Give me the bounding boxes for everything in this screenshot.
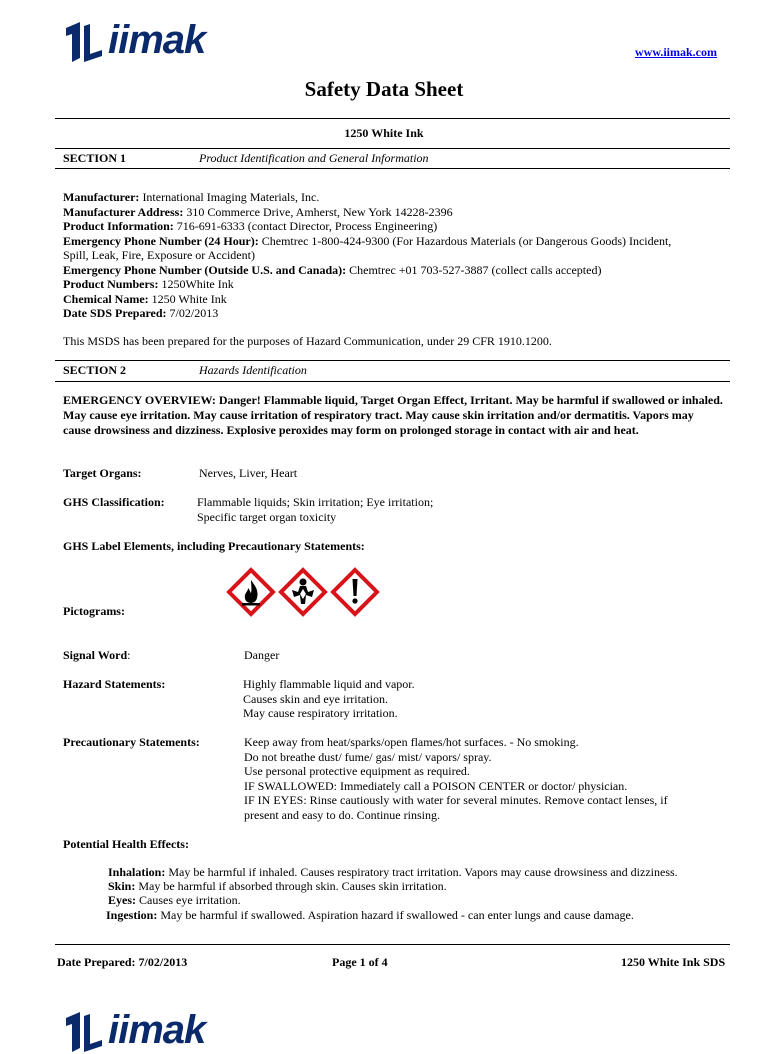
signal-word-value: Danger — [244, 648, 280, 662]
field-emergency-phone-24h-cont: Spill, Leak, Fire, Exposure or Accident) — [63, 248, 255, 262]
precautionary-statements-list — [244, 735, 668, 822]
emergency-overview: EMERGENCY OVERVIEW: Danger! Flammable liquid, Target Organ Effect, Irritant. May be harmful if swallowed or inhaled. May cause eye irritation. May cause irritation of respiratory tract. May cause skin irritation and/or dermatitis. Vapors may cause drowsiness and dizziness. Explosive peroxides may form on prolonged storage in contact with air and heat. — [63, 393, 723, 437]
divider — [55, 118, 730, 119]
footer-page-number: Page 1 of 4 — [332, 955, 388, 969]
precautionary-statement: Do not breathe dust/ fume/ gas/ mist/ vapors/ spray. — [244, 749, 492, 764]
flame-pictogram-icon — [227, 568, 275, 616]
precautionary-statement: Keep away from heat/sparks/open flames/hot surfaces. - No smoking. — [244, 735, 579, 749]
next-page-logo — [62, 1008, 222, 1052]
document-title: Safety Data Sheet — [304, 77, 464, 101]
section2-title: Hazards Identification — [199, 363, 307, 377]
hazard-statements-label: Hazard Statements: — [63, 677, 166, 691]
field-product-numbers: Product Numbers: 1250White Ink — [63, 277, 234, 291]
ghs-classification-value: Flammable liquids; Skin irritation; Eye irritation; — [197, 495, 434, 509]
divider — [55, 381, 730, 382]
precautionary-statement: IF SWALLOWED: Immediately call a POISON CENTER or doctor/ physician. — [244, 778, 628, 793]
logo-text: iimak — [108, 1008, 206, 1052]
field-manufacturer-address: Manufacturer Address: 310 Commerce Drive, Amherst, New York 14228-2396 — [63, 204, 453, 219]
field-emergency-phone-intl: Emergency Phone Number (Outside U.S. and Canada): Chemtrec +01 703-527-3887 (collect calls accepted) — [63, 262, 602, 277]
footer-date-prepared: Date Prepared: 7/02/2013 — [57, 955, 188, 969]
health-hazard-pictogram-icon — [279, 568, 327, 616]
ghs-classification-label: GHS Classification: — [63, 495, 165, 509]
target-organs-label: Target Organs: — [63, 466, 142, 480]
divider — [55, 360, 730, 361]
hazard-statement: Highly flammable liquid and vapor. — [243, 677, 415, 691]
section1-title: Product Identification and General Information — [199, 151, 429, 165]
health-effect-ingestion: Ingestion: May be harmful if swallowed. Aspiration hazard if swallowed - can enter lungs and cause damage. — [106, 908, 634, 922]
field-product-information: Product Information: 716-691-6333 (contact Director, Process Engineering) — [63, 219, 438, 233]
iimak-logo-icon — [62, 18, 106, 64]
logo-text: iimak — [108, 18, 206, 62]
precautionary-statement: Use personal protective equipment as required. — [244, 764, 470, 778]
pictograms-row — [227, 568, 379, 618]
product-name-heading: 1250 White Ink — [344, 126, 424, 140]
label-elements-heading: GHS Label Elements, including Precautionary Statements: — [63, 539, 365, 553]
precautionary-statements-label: Precautionary Statements: — [63, 735, 200, 749]
company-logo — [62, 16, 222, 66]
precautionary-statement: present and easy to do. Continue rinsing. — [244, 807, 440, 822]
field-date-prepared: Date SDS Prepared: 7/02/2013 — [63, 306, 219, 320]
divider — [55, 168, 730, 169]
health-effects-heading: Potential Health Effects: — [63, 837, 189, 851]
health-effect-inhalation: Inhalation: May be harmful if inhaled. Causes respiratory tract irritation. Vapors may cause drowsiness and dizziness. — [108, 865, 678, 879]
field-emergency-phone-24h: Emergency Phone Number (24 Hour): Chemtrec 1-800-424-9300 (For Hazardous Materials (or Dangerous Goods) Incident, — [63, 233, 672, 248]
signal-word-label: Signal Word: — [63, 648, 131, 662]
pictograms-label: Pictograms: — [63, 604, 125, 618]
section1-fields — [63, 190, 733, 321]
hazard-statement: May cause respiratory irritation. — [243, 706, 398, 720]
section2-label: SECTION 2 — [63, 363, 127, 377]
target-organs-value: Nerves, Liver, Heart — [199, 466, 298, 480]
precautionary-statement: IF IN EYES: Rinse cautiously with water for several minutes. Remove contact lenses, if — [244, 793, 668, 807]
field-chemical-name: Chemical Name: 1250 White Ink — [63, 291, 227, 306]
health-effect-skin: Skin: May be harmful if absorbed through skin. Causes skin irritation. — [108, 879, 447, 893]
hazard-statement: Causes skin and eye irritation. — [243, 691, 388, 706]
website-link[interactable]: www.iimak.com — [635, 45, 717, 59]
msds-note: This MSDS has been prepared for the purposes of Hazard Communication, under 29 CFR 1910.1200. — [63, 334, 552, 348]
divider — [55, 148, 730, 149]
section1-label: SECTION 1 — [63, 151, 127, 165]
footer-divider — [55, 944, 730, 945]
health-effect-eyes: Eyes: Causes eye irritation. — [108, 893, 241, 907]
footer-doc-name: 1250 White Ink SDS — [621, 955, 726, 969]
field-manufacturer: Manufacturer: International Imaging Materials, Inc. — [63, 190, 320, 204]
ghs-classification-value: Specific target organ toxicity — [197, 510, 337, 524]
iimak-logo-icon — [62, 1008, 106, 1054]
exclamation-pictogram-icon — [331, 568, 379, 616]
hazard-statements-list — [243, 677, 415, 721]
